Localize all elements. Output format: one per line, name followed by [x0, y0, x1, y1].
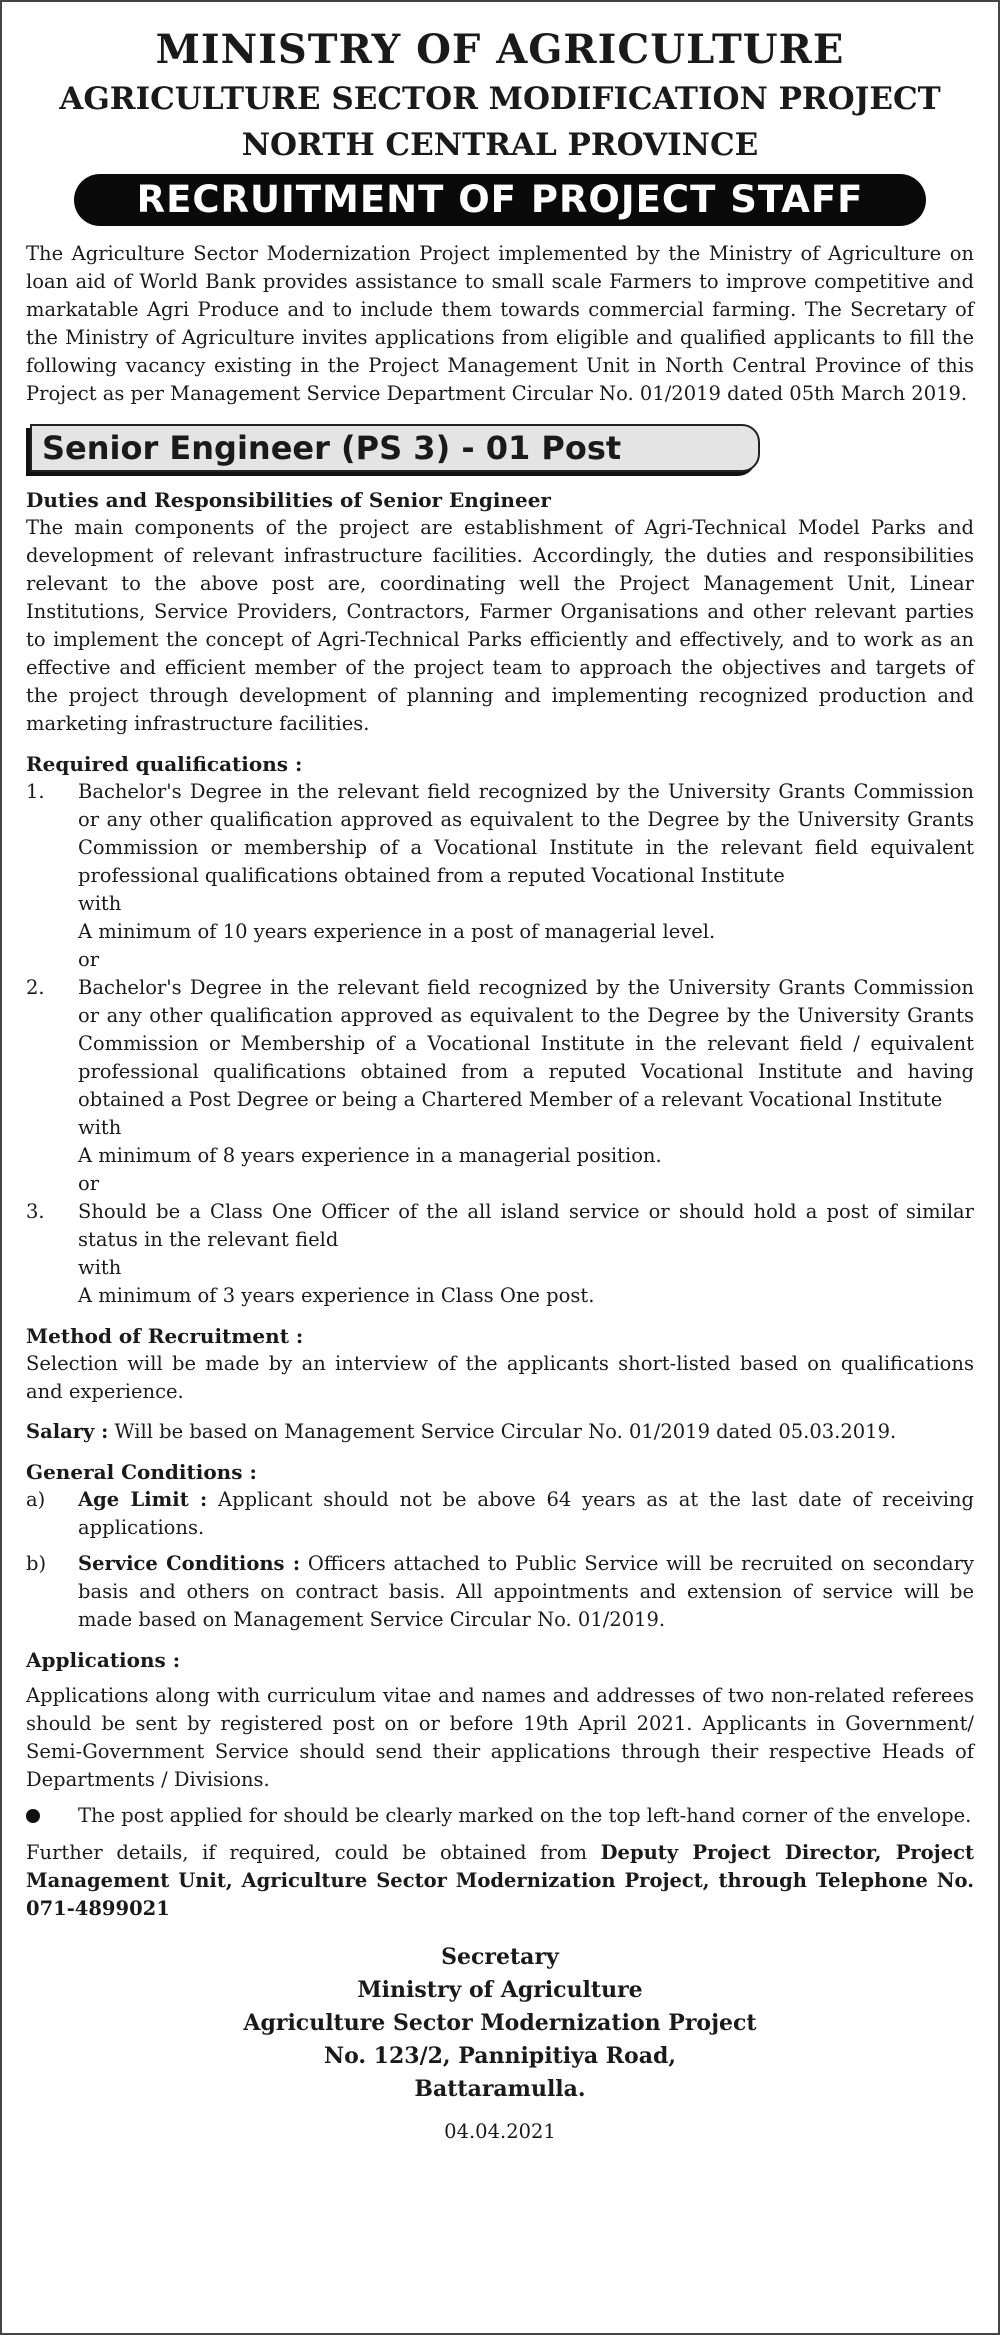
- applications-heading: Applications :: [26, 1648, 181, 1672]
- further-details-paragraph: [26, 1839, 974, 1923]
- further-prefix: Further details, if required, could be obtained from: [26, 1841, 601, 1864]
- further-contact: Deputy Project Director, Project Management Unit, Agriculture Sector Modernization Project, through Telephone No. 071-4899021: [26, 1841, 974, 1920]
- condition-text: [78, 1486, 974, 1542]
- salary-paragraph: [26, 1418, 974, 1446]
- qualification-item-3: [26, 1198, 974, 1310]
- qualification-experience: A minimum of 8 years experience in a managerial position.: [78, 1144, 662, 1167]
- qualification-or: or: [78, 1172, 100, 1195]
- qualification-experience: A minimum of 3 years experience in Class One post.: [78, 1284, 595, 1307]
- qualification-text: Bachelor's Degree in the relevant field recognized by the University Grants Commission or any other qualification approved as equivalent to the Degree by the University Grants Commission or membership of a Vocational Institute in the relevant field equivalent professional qualifications obtained from a reputed Vocational Institute: [78, 780, 974, 887]
- ministry-heading: MINISTRY OF AGRICULTURE: [155, 26, 845, 73]
- signature-date: 04.04.2021: [444, 2120, 556, 2143]
- recruitment-banner: RECRUITMENT OF PROJECT STAFF: [74, 174, 926, 226]
- condition-label: Service Conditions :: [78, 1552, 301, 1575]
- signature-project: Agriculture Sector Modernization Project: [243, 2010, 757, 2036]
- qualification-with: with: [78, 1256, 122, 1279]
- signature-address: No. 123/2, Pannipitiya Road,: [323, 2043, 677, 2069]
- qualification-with: with: [78, 892, 122, 915]
- intro-paragraph: The Agriculture Sector Modernization Project implemented by the Ministry of Agriculture on loan aid of World Bank provides assistance to small scale Farmers to improve competitive and markatable Agri Produce and to include them towards commercial farming. The Secretary of the Ministry of Agriculture invites applications from eligible and qualified applicants to fill the following vacancy existing in the Project Management Unit in North Central Province of this Project as per Management Service Department Circular No. 01/2019 dated 05th March 2019.: [26, 242, 974, 405]
- project-heading: AGRICULTURE SECTOR MODIFICATION PROJECT: [59, 81, 941, 117]
- qualification-text: Should be a Class One Officer of the all island service or should hold a post of similar status in the relevant field: [78, 1200, 974, 1251]
- qualification-or: or: [78, 948, 100, 971]
- bullet-text: The post applied for should be clearly marked on the top left-hand corner of the envelope.: [78, 1804, 972, 1827]
- signature-block: [26, 1941, 974, 2146]
- method-heading: Method of Recruitment :: [26, 1324, 304, 1348]
- bullet-icon: [26, 1809, 40, 1823]
- qualification-experience: A minimum of 10 years experience in a post of managerial level.: [78, 920, 716, 943]
- conditions-heading: General Conditions :: [26, 1460, 257, 1484]
- condition-marker: b): [26, 1552, 47, 1575]
- condition-body: Applicant should not be above 64 years as at the last date of receiving applications.: [78, 1488, 974, 1539]
- applications-paragraph: Applications along with curriculum vitae and names and addresses of two non-related referees should be sent by registered post on or before 19th April 2021. Applicants in Government/ Semi-Government Service should send their applications through their respective Heads of Departments / Divisions.: [26, 1684, 974, 1791]
- bullet-item: [26, 1802, 974, 1831]
- condition-marker: a): [26, 1488, 46, 1511]
- signature-city: Battaramulla.: [414, 2076, 586, 2102]
- qualifications-heading: Required qualifications :: [26, 752, 303, 776]
- qualification-number: 3.: [26, 1200, 45, 1223]
- salary-label: Salary :: [26, 1420, 109, 1443]
- duties-heading: Duties and Responsibilities of Senior Engineer: [26, 488, 551, 512]
- condition-body: Officers attached to Public Service will be recruited on secondary basis and others on contract basis. All appointments and extension of service will be made based on Management Service Circular No. 01/2019.: [78, 1552, 974, 1631]
- qualification-number: 1.: [26, 780, 45, 803]
- salary-text: Will be based on Management Service Circular No. 01/2019 dated 05.03.2019.: [108, 1420, 897, 1443]
- method-paragraph: Selection will be made by an interview of the applicants short-listed based on qualifications and experience.: [26, 1352, 974, 1403]
- condition-item-a: [26, 1486, 974, 1542]
- duties-paragraph: The main components of the project are establishment of Agri-Technical Model Parks and development of relevant infrastructure facilities. Accordingly, the duties and responsibilities relevant to the above post are, coordinating well the Project Management Unit, Linear Institutions, Service Providers, Contractors, Farmer Organisations and other relevant parties to implement the concept of Agri-Technical Parks efficiently and effectively, and to work as an effective and efficient member of the project team to approach the objectives and targets of the project through development of planning and implementing recognized production and marketing infrastructure facilities.: [26, 516, 974, 735]
- qualification-item-1: [26, 778, 974, 974]
- condition-text: [78, 1550, 974, 1634]
- signature-title: Secretary: [441, 1944, 559, 1970]
- province-heading: NORTH CENTRAL PROVINCE: [241, 127, 759, 163]
- condition-item-b: [26, 1550, 974, 1634]
- qualification-text: Bachelor's Degree in the relevant field recognized by the University Grants Commission or any other qualification approved as equivalent to the Degree by the University Grants Commission or Membership of a Vocational Institute in the relevant field / equivalent professional qualifications obtained from a reputed Vocational Institute and having obtained a Post Degree or being a Chartered Member of a relevant Vocational Institute: [78, 976, 974, 1111]
- qualification-with: with: [78, 1116, 122, 1139]
- post-title-box: Senior Engineer (PS 3) - 01 Post: [30, 424, 760, 472]
- signature-ministry: Ministry of Agriculture: [357, 1977, 643, 2003]
- qualification-item-2: [26, 974, 974, 1198]
- qualification-number: 2.: [26, 976, 45, 999]
- condition-label: Age Limit :: [78, 1488, 208, 1511]
